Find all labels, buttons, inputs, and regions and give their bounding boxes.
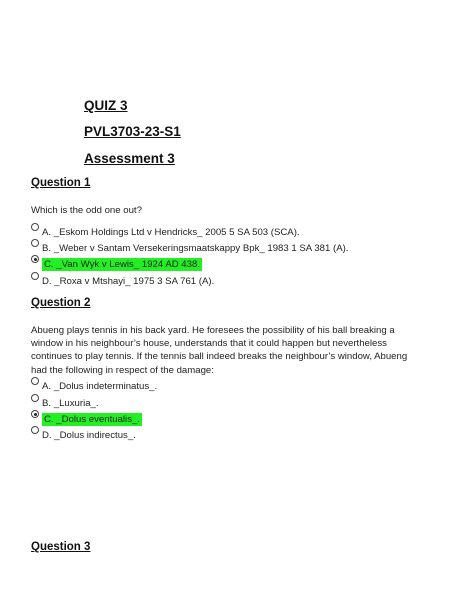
heading-course-code: PVL3703-23-S1 (84, 124, 181, 139)
question-3-title: Question 3 (31, 541, 91, 553)
radio-icon[interactable] (31, 426, 39, 434)
option-label-selected: C. _Van Wyk v Lewis_ 1924 AD 438. (44, 259, 200, 270)
question-1-prompt: Which is the odd one out? (31, 205, 142, 216)
question-2-prompt (31, 324, 451, 377)
radio-icon[interactable] (31, 272, 39, 280)
heading-assessment: Assessment 3 (84, 151, 175, 166)
option-label: B. _Weber v Santam Versekeringsmaatskappy Bpk_ 1983 1 SA 381 (A). (42, 243, 349, 254)
option-label: A. _Eskom Holdings Ltd v Hendricks_ 2005 5 SA 503 (SCA). (42, 227, 300, 238)
option-label-selected: C. _Dolus eventualis_. (44, 414, 140, 425)
option-label: D. _Roxa v Mtshayi_ 1975 3 SA 761 (A). (42, 276, 215, 287)
question-2-title: Question 2 (31, 297, 91, 309)
prompt-line: Abueng plays tennis in his back yard. He foresees the possibility of his ball breaking a (31, 325, 395, 336)
question-1-title: Question 1 (31, 177, 91, 189)
radio-icon[interactable] (31, 223, 39, 231)
option-label: D. _Dolus indirectus_. (42, 430, 136, 441)
heading-quiz: QUIZ 3 (84, 98, 128, 113)
radio-selected-icon[interactable] (31, 255, 39, 263)
prompt-line: continues to play tennis. If the tennis ball indeed breaks the neighbour’s window, Abueng (31, 351, 408, 363)
option-label: A. _Dolus indeterminatus_. (42, 381, 158, 392)
radio-icon[interactable] (31, 377, 39, 385)
radio-icon[interactable] (31, 394, 39, 402)
radio-selected-icon[interactable] (31, 410, 39, 418)
option-label: B. _Luxuria_. (42, 398, 99, 409)
prompt-line: window in his neighbour’s house, understands that it could happen but nevertheless (31, 338, 387, 350)
prompt-line: had the following in respect of the damage: (31, 364, 214, 376)
radio-icon[interactable] (31, 239, 39, 247)
